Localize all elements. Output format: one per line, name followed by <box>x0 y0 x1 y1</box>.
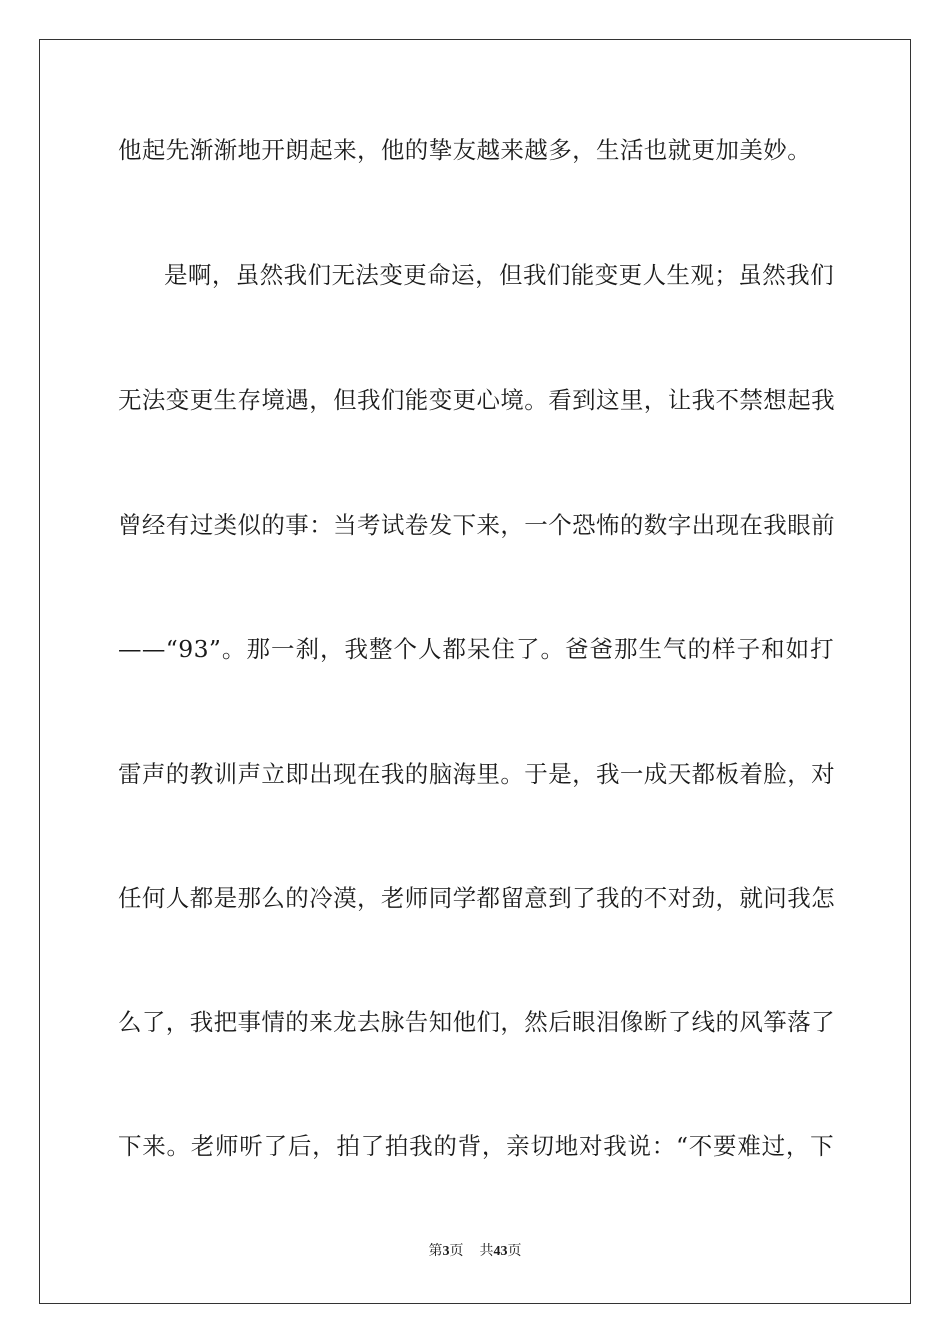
page-current: 3 <box>442 1244 450 1259</box>
text-line-6: 雷声的教训声立即出现在我的脑海里。于是，我一成天都板着脸，对 <box>118 760 835 788</box>
page-unit: 页 <box>449 1243 464 1259</box>
text-line-3: 无法变更生存境遇，但我们能变更心境。看到这里，让我不禁想起我 <box>118 386 835 414</box>
text-line-8: 么了，我把事情的来龙去脉告知他们，然后眼泪像断了线的风筝落了 <box>118 1008 835 1036</box>
page-border <box>39 39 911 1304</box>
text-line-5: ——“93”。那一刹，我整个人都呆住了。爸爸那生气的样子和如打 <box>118 635 834 663</box>
text-line-9: 下来。老师听了后，拍了拍我的背，亲切地对我说：“不要难过，下 <box>118 1132 834 1160</box>
page-footer <box>0 1242 950 1261</box>
page-total: 43 <box>493 1244 508 1259</box>
total-prefix: 共 <box>479 1243 494 1259</box>
text-line-2: 是啊，虽然我们无法变更命运，但我们能变更人生观；虽然我们 <box>164 261 834 289</box>
page-prefix: 第 <box>428 1243 443 1259</box>
text-line-4: 曾经有过类似的事：当考试卷发下来，一个恐怖的数字出现在我眼前 <box>118 511 835 539</box>
total-unit: 页 <box>507 1243 522 1259</box>
text-line-7: 任何人都是那么的冷漠，老师同学都留意到了我的不对劲，就问我怎 <box>118 884 835 912</box>
text-line-1: 他起先渐渐地开朗起来，他的挚友越来越多，生活也就更加美妙。 <box>118 136 812 164</box>
